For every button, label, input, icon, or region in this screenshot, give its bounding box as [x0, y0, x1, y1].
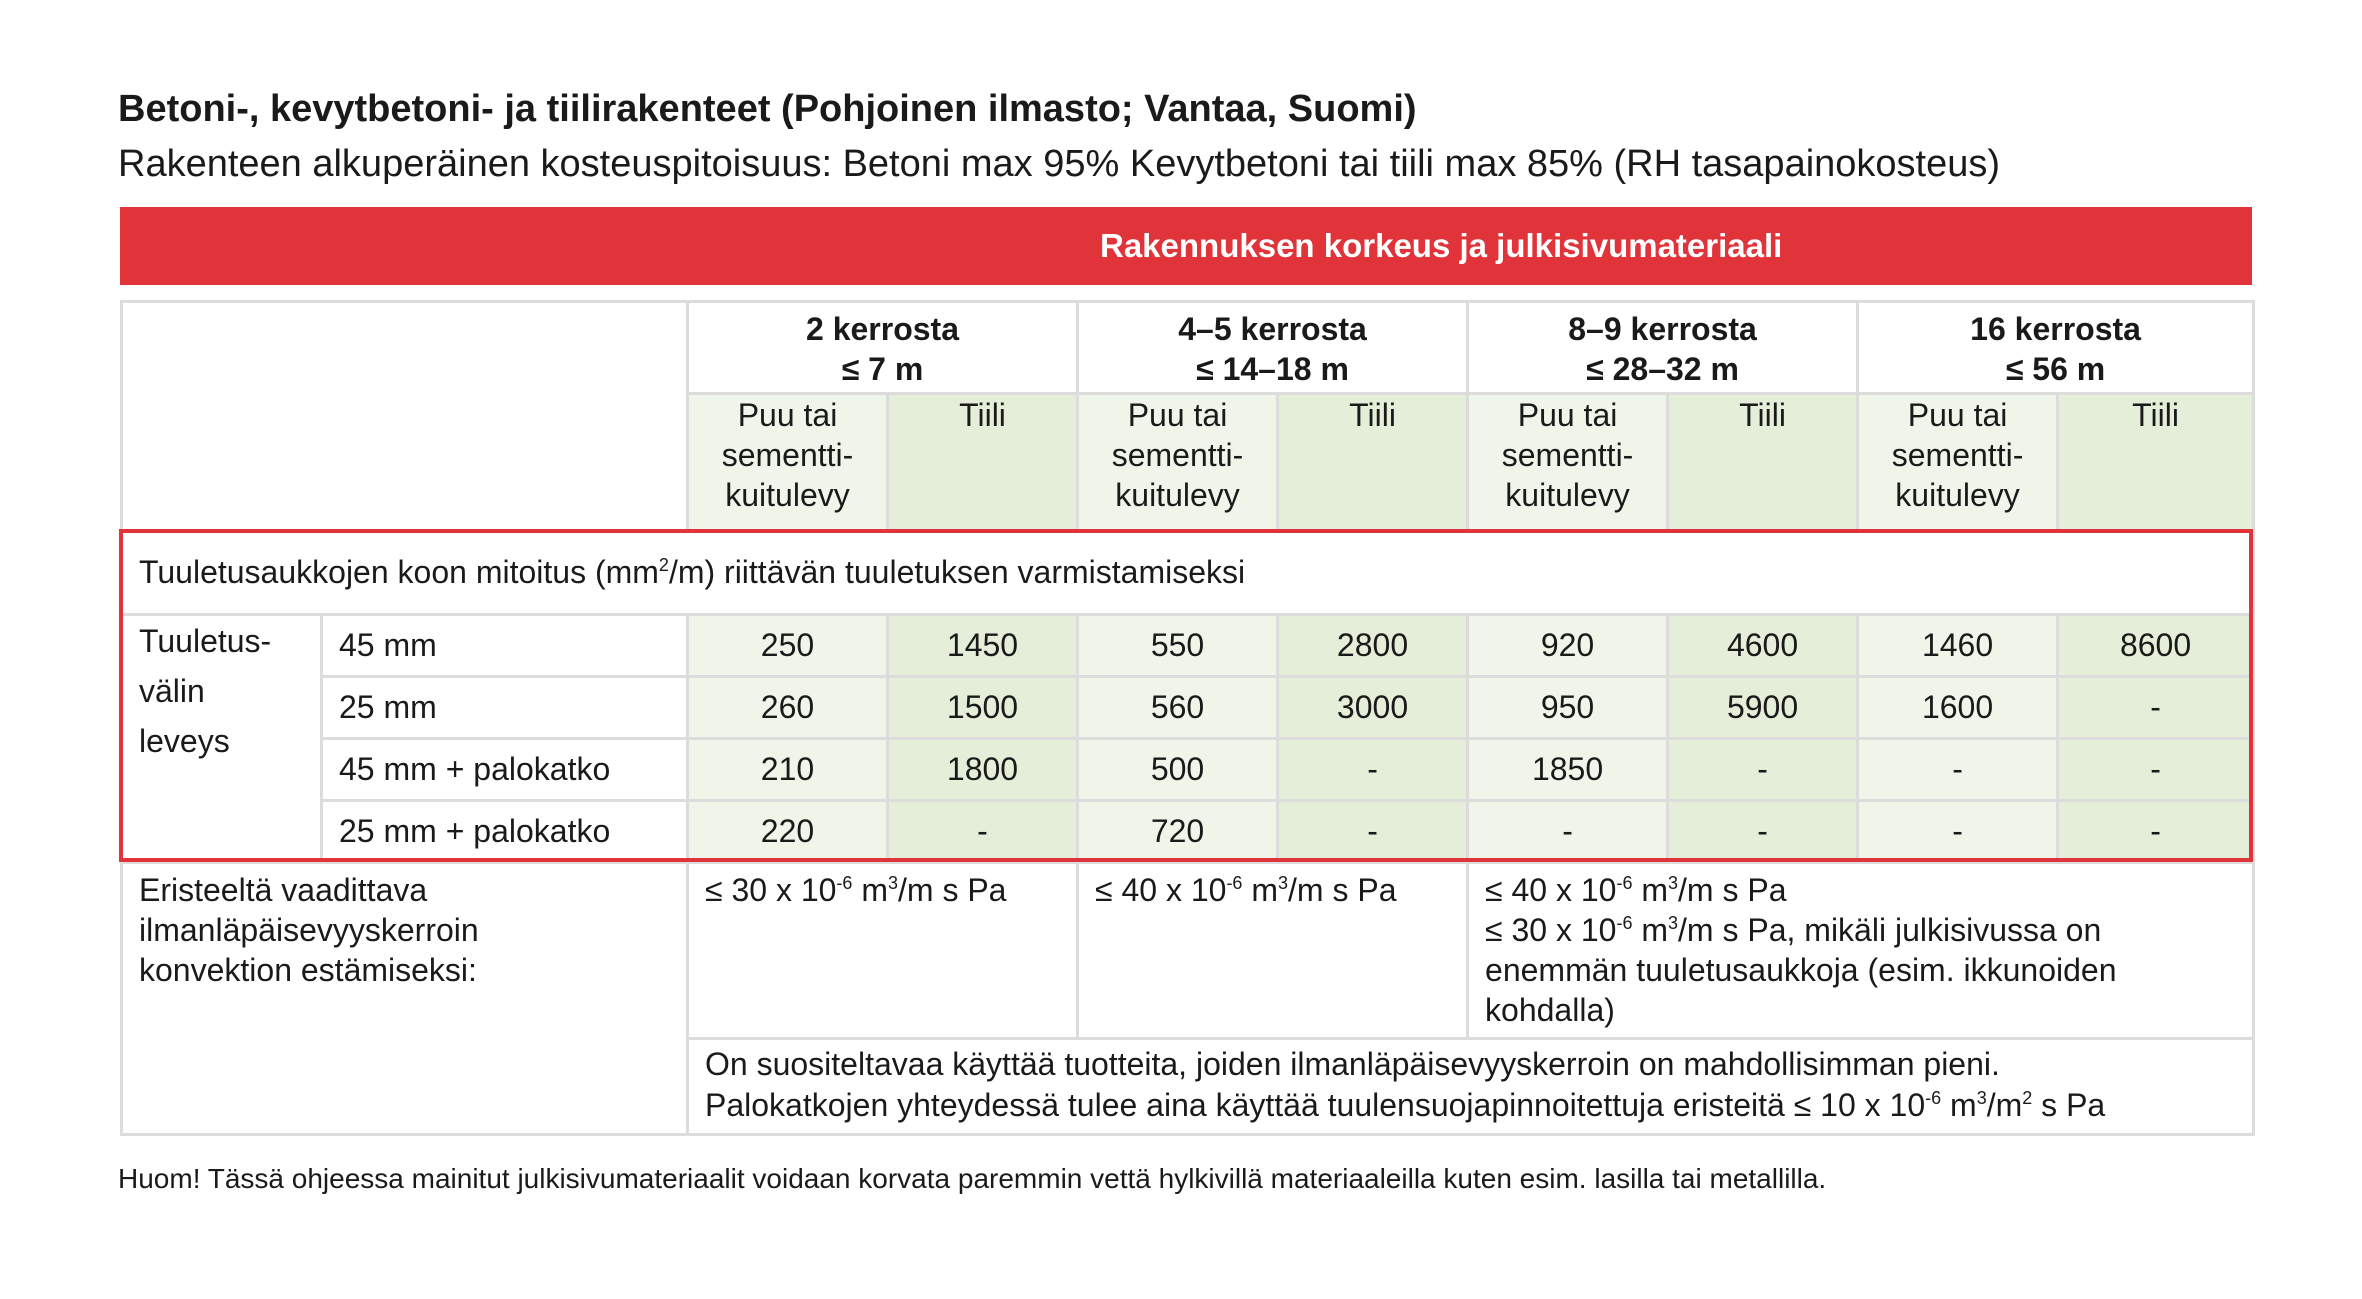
perm-text: ≤ 40 x 10 [1095, 872, 1227, 908]
value-cell: - [2058, 801, 2254, 863]
material-brick-header: Tiili [888, 394, 1078, 531]
table-row [122, 677, 2254, 739]
corner-cell [122, 302, 688, 531]
perm-text: m [1632, 872, 1669, 908]
material-line: Puu tai [1517, 397, 1618, 433]
material-line: sementti- [1111, 437, 1244, 473]
height-label: ≤ 56 m [2005, 351, 2106, 387]
rec-text: /m [1986, 1087, 2023, 1123]
row-label: 45 mm + palokatko [322, 739, 688, 801]
value-cell: - [1858, 739, 2058, 801]
page-subtitle: Rakenteen alkuperäinen kosteuspitoisuus: Betoni max 95% Kevytbetoni tai tiili max 85% (RH tasapainokosteus) [118, 143, 2001, 185]
rec-text: Palokatkojen yhteydessä tulee aina käyttää tuulensuojapinnoitettuja eristeitä ≤ 10 x 10 [705, 1087, 1926, 1123]
section-sup: 2 [658, 555, 669, 575]
material-line: kuitulevy [725, 477, 850, 513]
value-cell: 1450 [888, 615, 1078, 677]
material-line: kuitulevy [1505, 477, 1630, 513]
height-label: ≤ 14–18 m [1196, 351, 1349, 387]
permeability-label-line: konvektion estämiseksi: [139, 952, 477, 988]
section-text: Tuuletusaukkojen koon mitoitus (mm [139, 554, 659, 590]
row-group-line: välin [139, 673, 205, 709]
value-cell: - [2058, 739, 2254, 801]
value-cell: - [888, 801, 1078, 863]
perm-text: m [1632, 912, 1669, 948]
permeability-4-5-floors [1078, 863, 1468, 1039]
floors-label: 2 kerrosta [806, 311, 959, 347]
perm-text: /m s Pa [1288, 872, 1397, 908]
perm-text: ≤ 40 x 10 [1485, 872, 1617, 908]
floors-label: 8–9 kerrosta [1568, 311, 1757, 347]
rec-text: m [1941, 1087, 1977, 1123]
perm-text: ≤ 30 x 10 [1485, 912, 1617, 948]
row-label: 25 mm + palokatko [322, 801, 688, 863]
permeability-label-line: Eristeeltä vaadittava [139, 872, 428, 908]
material-line: Puu tai [1127, 397, 1228, 433]
page-title: Betoni-, kevytbetoni- ja tiilirakenteet (Pohjoinen ilmasto; Vantaa, Suomi) [118, 88, 1417, 130]
material-line: Puu tai [737, 397, 838, 433]
banner-label: Rakennuksen korkeus ja julkisivumateriaali [1100, 227, 1783, 264]
value-cell: - [1668, 801, 1858, 863]
floors-label: 4–5 kerrosta [1178, 311, 1367, 347]
value-cell: 550 [1078, 615, 1278, 677]
value-cell: 1850 [1468, 739, 1668, 801]
value-cell: 210 [688, 739, 888, 801]
height-header-2 [688, 302, 1078, 394]
value-cell: - [2058, 677, 2254, 739]
perm-line: enemmän tuuletusaukkoja (esim. ikkunoiden [1485, 952, 2117, 988]
rec-text: s Pa [2032, 1087, 2106, 1123]
material-wood-header [1468, 394, 1668, 531]
permeability-8-16-floors [1468, 863, 2254, 1039]
table-row [122, 739, 2254, 801]
perm-text: /m s Pa [898, 872, 1007, 908]
perm-line [1485, 910, 2252, 950]
permeability-label [122, 863, 688, 1135]
material-line: kuitulevy [1115, 477, 1240, 513]
value-cell: - [1278, 739, 1468, 801]
rec-exp: -6 [1925, 1088, 1942, 1108]
recommendation-line [705, 1085, 2252, 1126]
height-header-8-9 [1468, 302, 1858, 394]
value-cell: 3000 [1278, 677, 1468, 739]
row-group-label [122, 615, 322, 863]
value-cell: 2800 [1278, 615, 1468, 677]
section-text: /m) riittävän tuuletuksen varmistamiseksi [668, 554, 1246, 590]
material-line: sementti- [1891, 437, 2024, 473]
permeability-2-floors [688, 863, 1078, 1039]
perm-exp: -6 [1616, 913, 1633, 933]
material-wood-header [688, 394, 888, 531]
value-cell: 560 [1078, 677, 1278, 739]
value-cell: 1800 [888, 739, 1078, 801]
row-label: 45 mm [322, 615, 688, 677]
perm-exp: 3 [1668, 873, 1679, 893]
permeability-label-line: ilmanläpäisevyyskerroin [139, 912, 479, 948]
table-row [122, 801, 2254, 863]
value-cell: 1460 [1858, 615, 2058, 677]
rec-exp: 3 [1976, 1088, 1987, 1108]
perm-text: m [1242, 872, 1278, 908]
perm-line: kohdalla) [1485, 992, 1615, 1028]
perm-exp: -6 [1616, 873, 1633, 893]
perm-exp: -6 [1226, 873, 1243, 893]
height-label: ≤ 7 m [841, 351, 924, 387]
perm-exp: 3 [1278, 873, 1289, 893]
section-title [122, 531, 2254, 615]
material-line: sementti- [1501, 437, 1634, 473]
perm-exp: -6 [836, 873, 853, 893]
value-cell: 500 [1078, 739, 1278, 801]
value-cell: 8600 [2058, 615, 2254, 677]
recommendation-line: On suositeltavaa käyttää tuotteita, joiden ilmanläpäisevyyskerroin on mahdollisimman pieni. [705, 1046, 2000, 1082]
table-row [122, 615, 2254, 677]
value-cell: - [1668, 739, 1858, 801]
value-cell: - [1468, 801, 1668, 863]
value-cell: 260 [688, 677, 888, 739]
value-cell: 4600 [1668, 615, 1858, 677]
value-cell: 950 [1468, 677, 1668, 739]
table-banner [120, 207, 2252, 285]
recommendation-note [688, 1039, 2254, 1135]
material-line: sementti- [721, 437, 854, 473]
perm-line [1485, 870, 2252, 910]
perm-text: /m s Pa, mikäli julkisivussa on [1678, 912, 2102, 948]
material-line: Puu tai [1907, 397, 2008, 433]
perm-exp: 3 [887, 873, 898, 893]
material-wood-header [1858, 394, 2058, 531]
material-brick-header: Tiili [1278, 394, 1468, 531]
perm-text: m [852, 872, 888, 908]
value-cell: 1500 [888, 677, 1078, 739]
value-cell: 220 [688, 801, 888, 863]
value-cell: 5900 [1668, 677, 1858, 739]
material-wood-header [1078, 394, 1278, 531]
height-header-16 [1858, 302, 2254, 394]
value-cell: 250 [688, 615, 888, 677]
value-cell: - [1858, 801, 2058, 863]
floors-label: 16 kerrosta [1970, 311, 2141, 347]
row-label: 25 mm [322, 677, 688, 739]
perm-text: /m s Pa [1678, 872, 1787, 908]
value-cell: 920 [1468, 615, 1668, 677]
value-cell: 1600 [1858, 677, 2058, 739]
material-line: kuitulevy [1895, 477, 2020, 513]
row-group-line: leveys [139, 723, 230, 759]
rec-exp: 2 [2022, 1088, 2033, 1108]
material-brick-header: Tiili [2058, 394, 2254, 531]
ventilation-table [120, 300, 2255, 1136]
row-group-line: Tuuletus- [139, 623, 272, 659]
height-header-4-5 [1078, 302, 1468, 394]
perm-text: ≤ 30 x 10 [705, 872, 837, 908]
value-cell: 720 [1078, 801, 1278, 863]
material-brick-header: Tiili [1668, 394, 1858, 531]
height-label: ≤ 28–32 m [1586, 351, 1739, 387]
footnote: Huom! Tässä ohjeessa mainitut julkisivumateriaalit voidaan korvata paremmin vettä hylkivillä materiaaleilla kuten esim. lasilla tai metallilla. [118, 1163, 1827, 1194]
perm-exp: 3 [1668, 913, 1679, 933]
value-cell: - [1278, 801, 1468, 863]
